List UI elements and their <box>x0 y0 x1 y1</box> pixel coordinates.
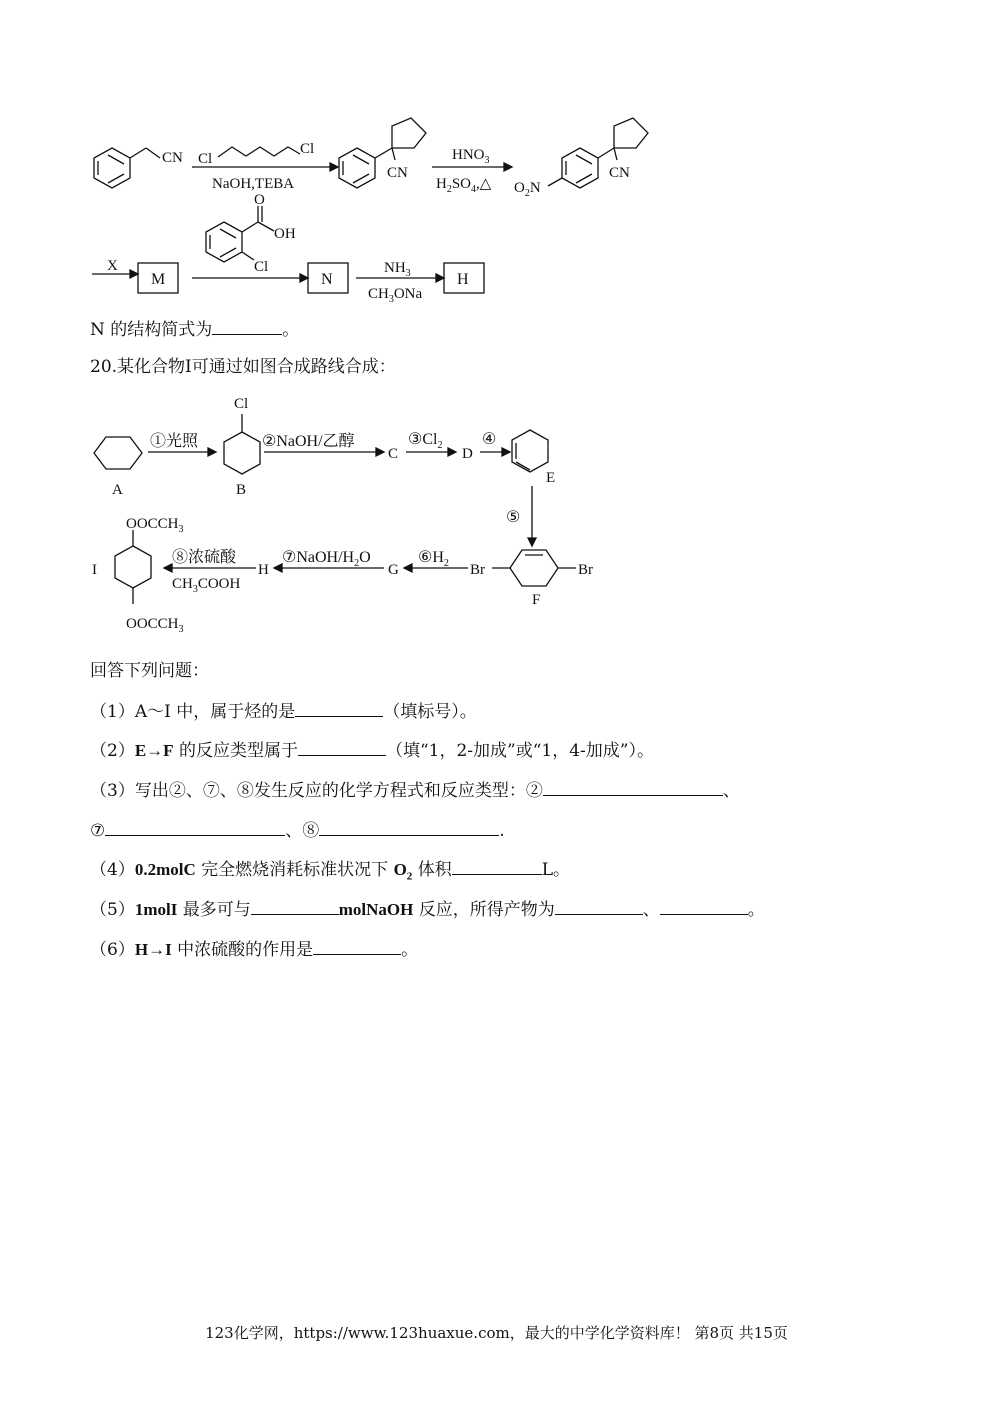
question-1: （1）A～I 中，属于烃的是 （填标号）。 <box>90 702 477 722</box>
answer-blank[interactable] <box>295 700 383 717</box>
o-label: O <box>254 192 265 208</box>
step8-below-label: $CH_3COOH$ <box>172 576 241 595</box>
cl-right-label: Cl <box>300 141 315 157</box>
answer-blank[interactable] <box>555 898 643 915</box>
q19-tail-line: N 的结构简式为 。 <box>90 320 300 340</box>
answer-blank[interactable] <box>298 739 386 756</box>
step2-label: ②NaOH/乙醇 <box>262 433 355 450</box>
answer-blank[interactable] <box>319 819 499 836</box>
ch3ona-label: $CH_3ONa$ <box>368 286 423 305</box>
step8-label: ⑧浓硫酸 <box>172 549 237 566</box>
answer-blank[interactable] <box>543 779 723 796</box>
label-a: A <box>112 482 123 498</box>
step3-label: $③Cl_2$ <box>408 431 443 451</box>
cl-b-label: Cl <box>234 396 249 412</box>
oh-label: OH <box>274 226 296 242</box>
x-label: X <box>107 258 118 274</box>
cn-label: CN <box>162 150 183 166</box>
synthesis-scheme-2 <box>0 390 993 650</box>
q20-title: 20.某化合物I可通过如图合成路线合成： <box>90 357 396 377</box>
answer-blank[interactable] <box>251 898 339 915</box>
step6-label: $⑥H_2$ <box>418 549 449 569</box>
answer-blank[interactable] <box>313 938 401 955</box>
question-3-cont: ⑦ 、⑧ . <box>90 821 505 841</box>
step5-label: ⑤ <box>506 509 521 526</box>
cn3-label: CN <box>609 165 630 181</box>
label-f: F <box>532 592 541 608</box>
cn2-label: CN <box>387 165 408 181</box>
step4-label: ④ <box>482 431 497 448</box>
br-right-label: Br <box>578 562 593 578</box>
label-b: B <box>236 482 247 498</box>
box-h-label: H <box>457 271 469 288</box>
ooc-top-label: $OOCCH_3$ <box>126 516 184 535</box>
ooc-bottom-label: $OOCCH_3$ <box>126 616 184 635</box>
question-3: （3）写出②、⑦、⑧发生反应的化学方程式和反应类型：② 、 <box>90 781 740 801</box>
box-m-label: M <box>151 271 166 288</box>
synthesis-scheme-1 <box>0 0 993 310</box>
label-c: C <box>388 446 399 462</box>
h2so4-label: $H_2SO_4,\triangle$ <box>436 176 492 195</box>
page-footer: 123化学网，https://www.123huaxue.com，最大的中学化学资料库！ 第8页 共15页 <box>205 1324 788 1342</box>
nh3-label: $NH_3$ <box>384 260 411 279</box>
answer-blank[interactable] <box>212 318 282 335</box>
answer-blank[interactable] <box>452 858 542 875</box>
question-5: （5）1molI 最多可与 molNaOH 反应，所得产物为 、 。 <box>90 900 765 920</box>
box-n-label: N <box>321 271 333 288</box>
questions-intro: 回答下列问题： <box>90 661 209 681</box>
label-h: H <box>258 562 269 578</box>
answer-blank[interactable] <box>105 819 285 836</box>
label-e: E <box>546 470 556 486</box>
reagent-naoh-teba: NaOH,TEBA <box>212 176 295 192</box>
question-4: （4）0.2molC 完全燃烧消耗标准状况下 $O_2$ 体积 L。 <box>90 860 570 883</box>
hno3-label: $HNO_3$ <box>452 147 490 166</box>
cl3-label: Cl <box>254 259 269 275</box>
br-left-label: Br <box>470 562 485 578</box>
answer-blank[interactable] <box>660 898 748 915</box>
step7-label: ⑦NaOH/$H_2O$ <box>282 549 371 569</box>
label-d: D <box>462 446 473 462</box>
question-2: （2）E→F 的反应类型属于 （填“1，2-加成”或“1，4-加成”）。 <box>90 741 654 761</box>
o2n-label: $O_2N$ <box>514 180 541 199</box>
label-i: I <box>92 562 97 578</box>
label-g: G <box>388 562 399 578</box>
step1-label: ①光照 <box>150 433 199 450</box>
cl-left-label: Cl <box>198 151 213 167</box>
question-6: （6）H→I 中浓硫酸的作用是 。 <box>90 940 419 960</box>
